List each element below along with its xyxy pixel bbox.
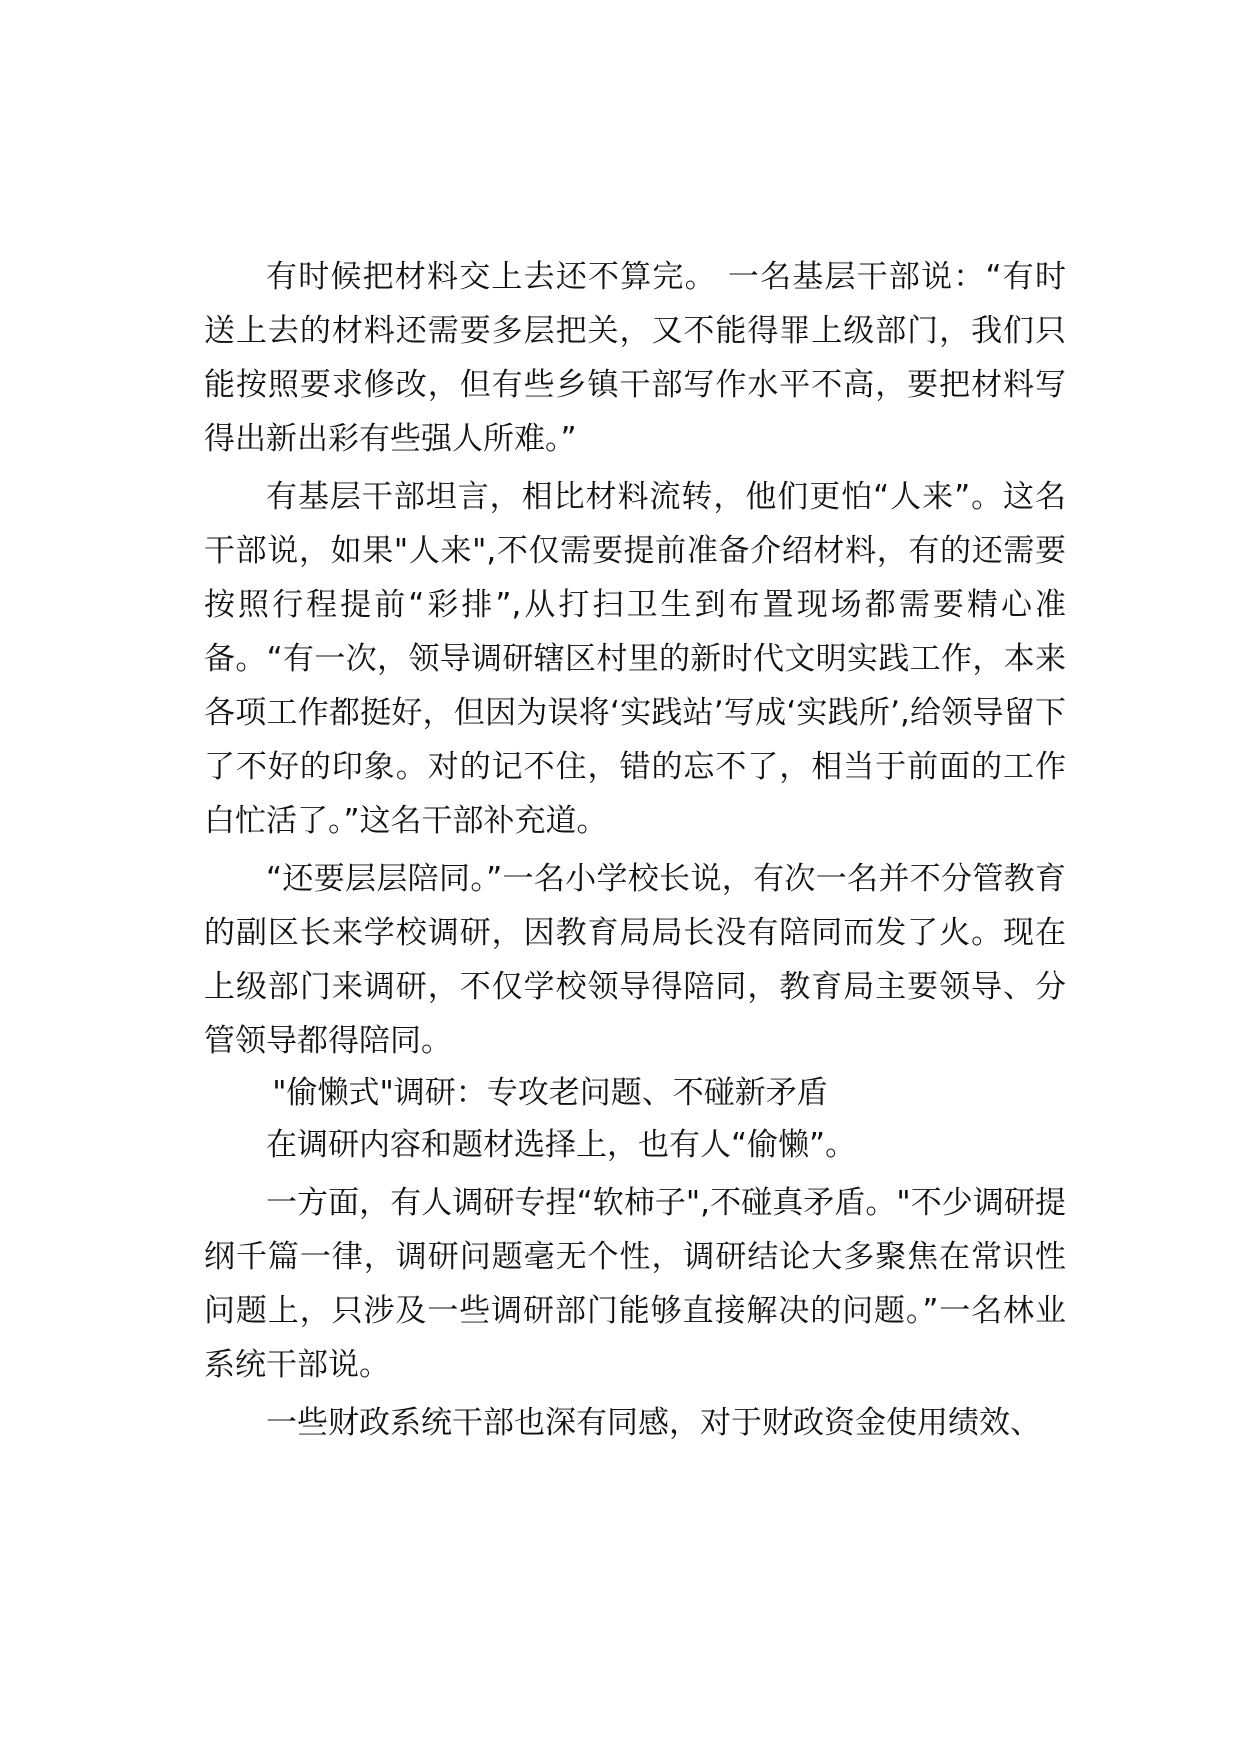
paragraph-4: 在调研内容和题材选择上，也有人“偷懒”。 bbox=[266, 1127, 857, 1163]
paragraph-2: 有基层干部坦言，相比材料流转，他们更怕“人来”。这名干部说，如果"人来",不仅需要提前准备介绍材料，有的还需要按照行程提前“彩排”,从打扫卫生到布置现场都需要精心准备。“有一次，领导调研辖区村里的新时代文明实践工作，本来各项工作都挺好，但因为误将‘实践站’写成‘实践所’,给领导留下了不好的印象。对的记不住，错的忘不了，相当于前面的工作白忙活了。”这名干部补充道。 bbox=[204, 479, 1066, 839]
paragraph-5: 一方面，有人调研专捏“软柿子",不碰真矛盾。"不少调研提纲千篇一律，调研问题毫无个性，调研结论大多聚焦在常识性问题上，只涉及一些调研部门能够直接解决的问题。”一名林业系统干部说。 bbox=[204, 1185, 1066, 1383]
paragraph-1: 有时候把材料交上去还不算完。 一名基层干部说：“有时送上去的材料还需要多层把关，又不能得罪上级部门，我们只能按照要求修改，但有些乡镇干部写作水平不高，要把材料写得出新出彩有些强人所难。” bbox=[204, 259, 1066, 457]
paragraph-3: “还要层层陪同。”一名小学校长说，有次一名并不分管教育的副区长来学校调研，因教育局局长没有陪同而发了火。现在上级部门来调研，不仅学校领导得陪同，教育局主要领导、分管领导都得陪同。 bbox=[204, 861, 1066, 1059]
document-body bbox=[204, 250, 1066, 1450]
section-heading: "偷懒式"调研：专攻老问题、不碰新矛盾 bbox=[272, 1075, 828, 1111]
paragraph-6: 一些财政系统干部也深有同感，对于财政资金使用绩效、 bbox=[266, 1405, 1041, 1441]
